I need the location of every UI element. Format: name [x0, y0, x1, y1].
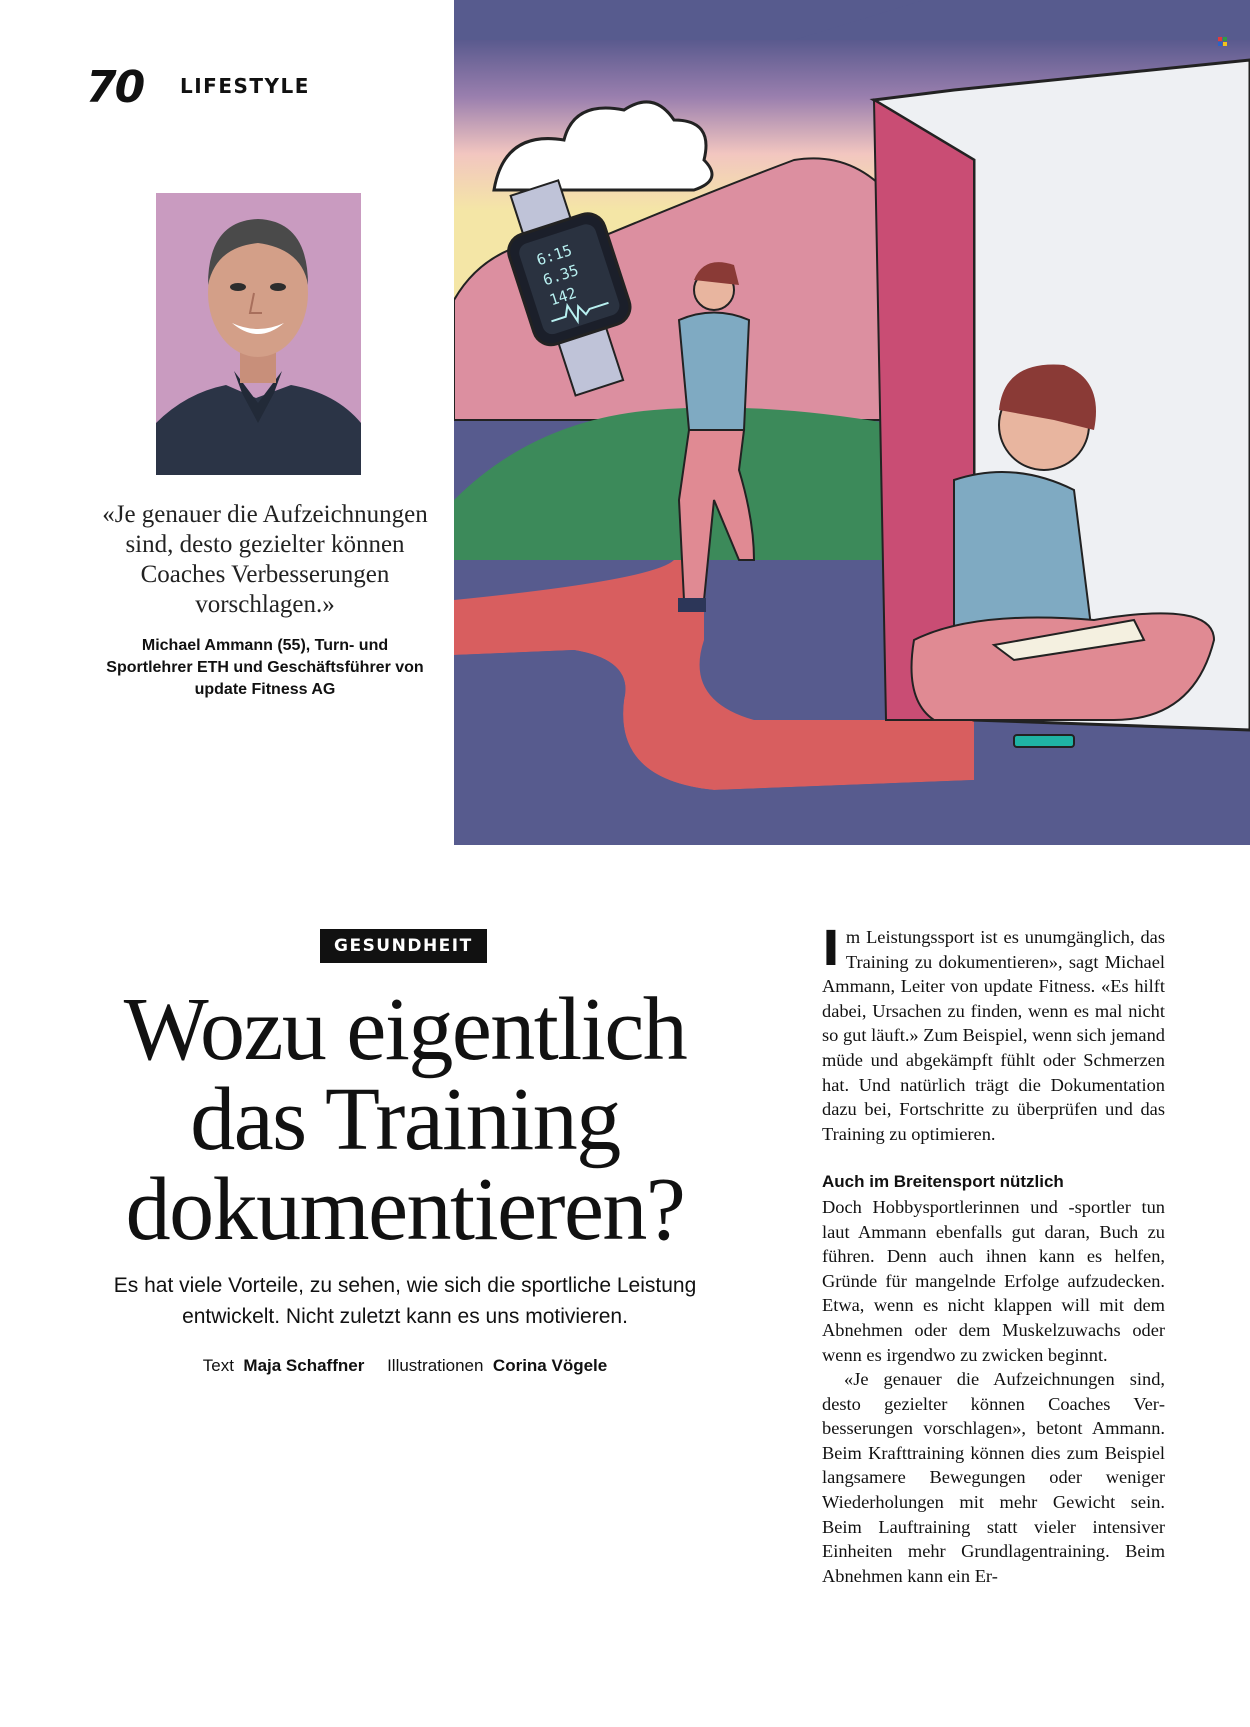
- body-paragraph-3: «Je genauer die Aufzeichnungen sind, desto gezielter können Coaches Verbesserungen vorschlagen», betont Ammann. Beim Krafttraining können dies zum Beispiel langsamere Bewegungen oder weniger Wiederholungen mit mehr Gewicht sein. Beim Lauftraining statt vieler intensiver Einheiten mehr Grundlagentraining. Beim Abnehmen kann ein Er-: [822, 1369, 1165, 1586]
- headline-line-2: das Training: [190, 1070, 620, 1169]
- watch-value: 142: [547, 283, 579, 310]
- quote-caption: Michael Ammann (55), Turn- und Sportlehrer ETH und Geschäftsführer von update Fitness AG: [106, 637, 424, 698]
- publisher-mark-icon: [1218, 34, 1228, 44]
- body-paragraph-2: Doch Hobbysportlerinnen und -sportler tun laut Ammann ebenfalls gut daran, Buch zu führen. Denn auch ihnen kann es helfen, Gründe für mangelnde Erfolge aufzudecken. Etwa, wenn es nicht klappen will mit dem Abnehmen oder dem Muskelzuwachs oder wenn es irgendwo zu zwicken beginnt.: [822, 1196, 1165, 1365]
- pull-quote: «Je genauer die Aufzeichnungen sind, desto gezielter können Coaches Verbesserungen vorschlagen.»: [102, 501, 428, 618]
- article-body: [822, 921, 1165, 1588]
- body-subhead: Auch im Breitensport nützlich: [822, 1172, 1064, 1192]
- watch-time: 6:15: [534, 241, 575, 270]
- credit-illustration-label: Illustrationen: [387, 1356, 484, 1375]
- body-paragraph-1: m Leistungssport ist es unumgänglich, das Training zu dokumentieren», sagt Michael Ammann, Leiter von update Fitness. «Es hilft dabei, Ursachen zu finden, wenn es mal nicht so gut läuft.» Zum Beispiel, wenn sich jemand müde und abgekämpft fühlt oder Schmerzen hat. Und natürlich trägt die Dokumentation dazu bei, Fortschritte zu überprüfen und das Training zu optimieren.: [822, 927, 1165, 1144]
- category-tag: GESUNDHEIT: [320, 929, 487, 963]
- headline: [60, 980, 750, 1259]
- credits: [60, 1356, 750, 1376]
- credit-illustrator: Corina Vögele: [492, 1356, 608, 1375]
- section-label: LIFESTYLE: [180, 74, 310, 98]
- credit-author: Maja Schaffner: [243, 1356, 365, 1375]
- headline-line-3: dokumentieren?: [125, 1160, 685, 1259]
- article-illustration: [454, 0, 1250, 845]
- portrait-photo: [156, 193, 361, 475]
- credit-text-label: Text: [202, 1356, 234, 1375]
- drop-cap: I: [822, 921, 840, 977]
- headline-line-1: Wozu eigentlich: [123, 980, 687, 1079]
- watch-pace: 6.35: [540, 261, 581, 290]
- page-number: 70: [86, 62, 144, 113]
- lead-text: Es hat viele Vorteile, zu sehen, wie sich die sportliche Leistung entwickelt. Nicht zuletzt kann es uns motivieren.: [113, 1274, 697, 1328]
